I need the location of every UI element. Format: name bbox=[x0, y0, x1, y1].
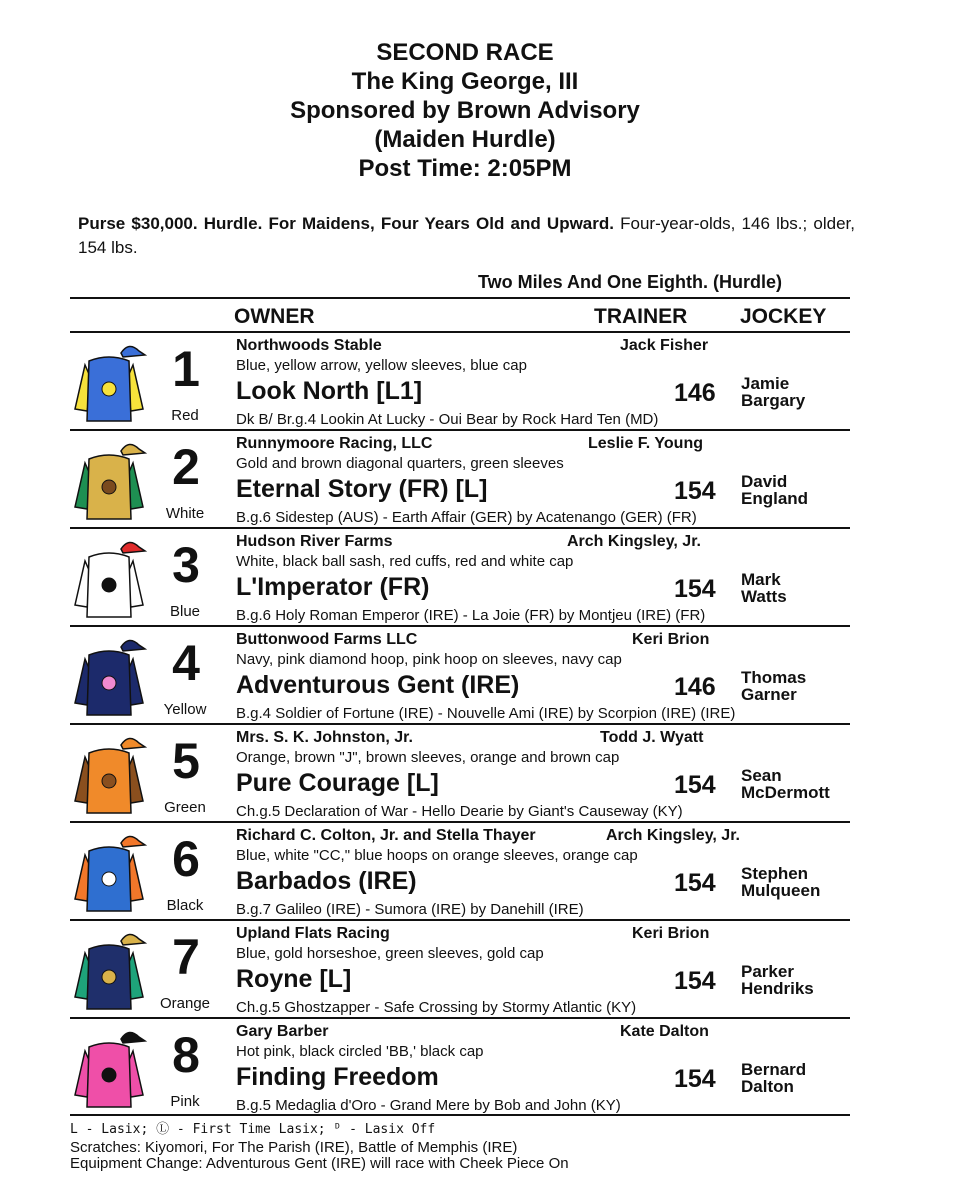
header-rule bbox=[70, 297, 850, 299]
jockey-name bbox=[741, 669, 806, 703]
weight: 154 bbox=[674, 771, 716, 799]
saddle-cloth-color: Blue bbox=[169, 603, 201, 620]
owner-name: Hudson River Farms bbox=[236, 533, 393, 550]
jockey-name bbox=[741, 963, 814, 997]
pedigree-line: B.g.7 Galileo (IRE) - Sumora (IRE) by Danehill (IRE) bbox=[236, 901, 584, 918]
trainer-name: Leslie F. Young bbox=[588, 435, 703, 452]
weight: 154 bbox=[674, 869, 716, 897]
jockey-silks-icon bbox=[73, 343, 151, 423]
pedigree-line: Ch.g.5 Declaration of War - Hello Dearie by Giant's Causeway (KY) bbox=[236, 803, 683, 820]
jockey-silks-icon bbox=[73, 931, 151, 1011]
saddle-cloth-color: White bbox=[165, 505, 205, 522]
owner-name: Buttonwood Farms LLC bbox=[236, 631, 418, 648]
post-position: 1 bbox=[172, 341, 200, 397]
jockey-first-name: Stephen bbox=[741, 864, 809, 883]
horse-name: Finding Freedom bbox=[236, 1063, 439, 1091]
saddle-cloth-color: Green bbox=[164, 799, 206, 816]
saddle-cloth-color: Black bbox=[166, 897, 204, 914]
jockey-first-name: Parker bbox=[741, 962, 794, 981]
pedigree-line: B.g.4 Soldier of Fortune (IRE) - Nouvelle Ami (IRE) by Scorpion (IRE) (IRE) bbox=[236, 705, 736, 722]
post-position: 5 bbox=[172, 733, 200, 789]
trainer-name: Kate Dalton bbox=[620, 1023, 709, 1040]
pedigree-line: B.g.6 Sidestep (AUS) - Earth Affair (GER) by Acatenango (GER) (FR) bbox=[236, 509, 697, 526]
race-name: The King George, III bbox=[351, 68, 579, 95]
race-number: SECOND RACE bbox=[376, 39, 554, 66]
trainer-name: Keri Brion bbox=[632, 925, 710, 942]
saddle-cloth-color: Red bbox=[171, 407, 199, 424]
jockey-silks-icon bbox=[73, 833, 151, 913]
silks-description: Blue, white "CC," blue hoops on orange sleeves, orange cap bbox=[236, 847, 638, 864]
entry-row bbox=[70, 331, 850, 431]
weight: 154 bbox=[674, 1065, 716, 1093]
post-position: 8 bbox=[172, 1027, 200, 1083]
trainer-name: Keri Brion bbox=[632, 631, 710, 648]
jockey-column-header: JOCKEY bbox=[740, 305, 827, 328]
horse-name: Royne [L] bbox=[236, 965, 352, 993]
entry-row bbox=[70, 821, 850, 921]
trainer-column-header: TRAINER bbox=[594, 305, 688, 328]
owner-column-header: OWNER bbox=[234, 305, 315, 328]
pedigree-line: B.g.6 Holy Roman Emperor (IRE) - La Joie (FR) by Montjeu (IRE) (FR) bbox=[236, 607, 706, 624]
jockey-name bbox=[741, 571, 787, 605]
silks-description: Blue, yellow arrow, yellow sleeves, blue cap bbox=[236, 357, 527, 374]
horse-name: Pure Courage [L] bbox=[236, 769, 439, 797]
silks-description: Hot pink, black circled 'BB,' black cap bbox=[236, 1043, 484, 1060]
entry-row bbox=[70, 429, 850, 529]
jockey-name bbox=[741, 767, 830, 801]
equipment-change-note: Equipment Change: Adventurous Gent (IRE) will race with Cheek Piece On bbox=[70, 1155, 569, 1172]
entry-row bbox=[70, 723, 850, 823]
silks-description: Gold and brown diagonal quarters, green sleeves bbox=[236, 455, 564, 472]
silks-description: Orange, brown "J", brown sleeves, orange and brown cap bbox=[236, 749, 620, 766]
jockey-name bbox=[741, 865, 820, 899]
jockey-last-name: Mulqueen bbox=[741, 881, 821, 900]
weight: 154 bbox=[674, 967, 716, 995]
jockey-first-name: David bbox=[741, 472, 788, 491]
saddle-cloth-color: Yellow bbox=[163, 701, 207, 718]
jockey-last-name: England bbox=[741, 489, 809, 508]
conditions-rest: Four-year-olds, 146 lbs.; older, 154 lbs. bbox=[78, 214, 855, 257]
jockey-name bbox=[741, 375, 805, 409]
race-distance: Two Miles And One Eighth. (Hurdle) bbox=[478, 272, 782, 292]
weight: 146 bbox=[674, 379, 716, 407]
conditions-bold: Purse $30,000. Hurdle. For Maidens, Four Years Old and Upward. bbox=[78, 214, 614, 233]
jockey-silks-icon bbox=[73, 441, 151, 521]
jockey-first-name: Bernard bbox=[741, 1060, 807, 1079]
owner-name: Runnymoore Racing, LLC bbox=[236, 435, 433, 452]
pedigree-line: Ch.g.5 Ghostzapper - Safe Crossing by Stormy Atlantic (KY) bbox=[236, 999, 637, 1016]
race-type: (Maiden Hurdle) bbox=[374, 126, 556, 153]
jockey-silks-icon bbox=[73, 735, 151, 815]
entry-row bbox=[70, 527, 850, 627]
horse-name: Look North [L1] bbox=[236, 377, 423, 405]
race-conditions bbox=[78, 212, 855, 260]
jockey-last-name: Garner bbox=[741, 685, 797, 704]
trainer-name: Arch Kingsley, Jr. bbox=[567, 533, 701, 550]
horse-name: Eternal Story (FR) [L] bbox=[236, 475, 488, 503]
jockey-last-name: McDermott bbox=[741, 783, 830, 802]
horse-name: Adventurous Gent (IRE) bbox=[236, 671, 520, 699]
entry-row bbox=[70, 1017, 850, 1117]
scratches-note: Scratches: Kiyomori, For The Parish (IRE), Battle of Memphis (IRE) bbox=[70, 1139, 518, 1156]
silks-description: Blue, gold horseshoe, green sleeves, gold cap bbox=[236, 945, 544, 962]
jockey-silks-icon bbox=[73, 1029, 151, 1109]
post-position: 3 bbox=[172, 537, 200, 593]
jockey-last-name: Bargary bbox=[741, 391, 806, 410]
trainer-name: Todd J. Wyatt bbox=[600, 729, 704, 746]
post-time: Post Time: 2:05PM bbox=[358, 155, 572, 182]
weight: 154 bbox=[674, 575, 716, 603]
pedigree-line: B.g.5 Medaglia d'Oro - Grand Mere by Bob and John (KY) bbox=[236, 1097, 621, 1114]
pedigree-line: Dk B/ Br.g.4 Lookin At Lucky - Oui Bear by Rock Hard Ten (MD) bbox=[236, 411, 659, 428]
owner-name: Mrs. S. K. Johnston, Jr. bbox=[236, 729, 413, 746]
race-sponsor: Sponsored by Brown Advisory bbox=[290, 97, 640, 124]
jockey-last-name: Hendriks bbox=[741, 979, 814, 998]
horse-name: Barbados (IRE) bbox=[236, 867, 417, 895]
jockey-silks-icon bbox=[73, 637, 151, 717]
silks-description: Navy, pink diamond hoop, pink hoop on sleeves, navy cap bbox=[236, 651, 622, 668]
horse-name: L'Imperator (FR) bbox=[236, 573, 430, 601]
jockey-name bbox=[741, 473, 808, 507]
jockey-first-name: Mark bbox=[741, 570, 781, 589]
weight: 154 bbox=[674, 477, 716, 505]
saddle-cloth-color: Orange bbox=[159, 995, 211, 1012]
jockey-first-name: Thomas bbox=[741, 668, 807, 687]
post-position: 2 bbox=[172, 439, 200, 495]
race-title-block bbox=[0, 38, 930, 183]
jockey-last-name: Watts bbox=[741, 587, 787, 606]
medication-legend: L - Lasix; Ⓛ - First Time Lasix; ᴰ - Lasix Off bbox=[70, 1122, 436, 1137]
post-position: 6 bbox=[172, 831, 200, 887]
owner-name: Upland Flats Racing bbox=[236, 925, 390, 942]
weight: 146 bbox=[674, 673, 716, 701]
entry-row bbox=[70, 919, 850, 1019]
owner-name: Gary Barber bbox=[236, 1023, 329, 1040]
silks-description: White, black ball sash, red cuffs, red and white cap bbox=[236, 553, 574, 570]
owner-name: Richard C. Colton, Jr. and Stella Thayer bbox=[236, 827, 536, 844]
post-position: 4 bbox=[172, 635, 200, 691]
jockey-first-name: Sean bbox=[741, 766, 782, 785]
footer-rule bbox=[70, 1114, 850, 1116]
jockey-first-name: Jamie bbox=[741, 374, 790, 393]
saddle-cloth-color: Pink bbox=[170, 1093, 200, 1110]
jockey-name bbox=[741, 1061, 806, 1095]
jockey-silks-icon bbox=[73, 539, 151, 619]
entry-row bbox=[70, 625, 850, 725]
owner-name: Northwoods Stable bbox=[236, 337, 382, 354]
trainer-name: Jack Fisher bbox=[620, 337, 709, 354]
post-position: 7 bbox=[172, 929, 200, 985]
trainer-name: Arch Kingsley, Jr. bbox=[606, 827, 740, 844]
jockey-last-name: Dalton bbox=[741, 1077, 794, 1096]
